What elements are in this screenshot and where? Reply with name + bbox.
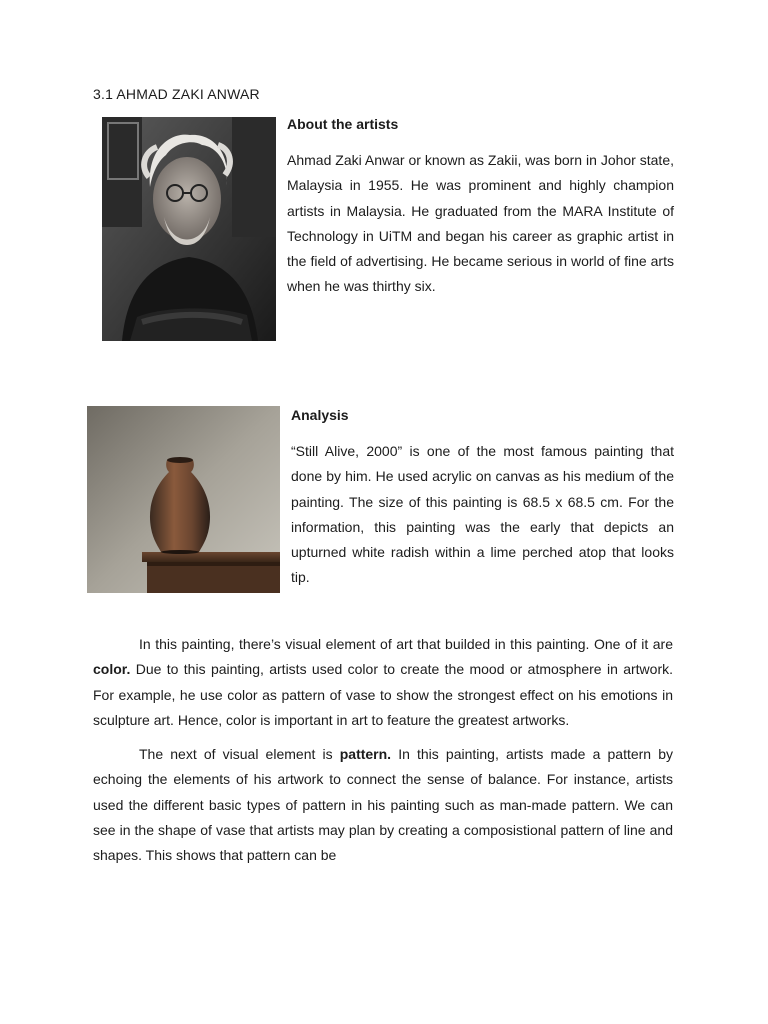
paragraph-color-after: Due to this painting, artists used color to create the mood or atmosphere in artwork. For example, he use color as pattern of vase to show the strongest effect on his emotions in sculpture art. Hence, color is important in art to feature the greatest artworks. bbox=[93, 661, 673, 728]
body-text bbox=[93, 632, 673, 878]
paragraph-color bbox=[93, 632, 673, 733]
paragraph-pattern bbox=[93, 742, 673, 868]
analysis-text: “Still Alive, 2000” is one of the most famous painting that done by him. He used acrylic on canvas as his medium of the painting. The size of this painting is 68.5 x 68.5 cm. For the information, this painting was the early that depicts an upturned white radish within a lime perched atop that looks tip. bbox=[291, 443, 674, 586]
analysis-section bbox=[291, 405, 674, 591]
paragraph-color-before: In this painting, there’s visual element of art that builded in this painting. One of it are bbox=[139, 636, 673, 652]
analysis-heading: Analysis bbox=[291, 407, 349, 423]
paragraph-pattern-after: In this painting, artists made a pattern by echoing the elements of his artwork to connect the sense of balance. For instance, artists used the different basic types of pattern in his painting such as man-made pattern. We can see in the shape of vase that artists may plan by creating a composistional pattern of line and shapes. This shows that pattern can be bbox=[93, 746, 673, 864]
paragraph-pattern-bold: pattern. bbox=[339, 746, 392, 763]
about-text: Ahmad Zaki Anwar or known as Zakii, was born in Johor state, Malaysia in 1955. He was prominent and highly champion artists in Malaysia. He graduated from the MARA Institute of Technology in UiTM and began his career as graphic artist in the field of advertising. He became serious in world of fine arts when he was thirthy six. bbox=[287, 152, 674, 295]
about-heading: About the artists bbox=[287, 116, 399, 132]
paragraph-color-bold: color. bbox=[93, 661, 131, 678]
artist-portrait-image bbox=[102, 117, 276, 341]
still-alive-painting-image bbox=[87, 406, 280, 593]
about-section bbox=[287, 114, 674, 300]
paragraph-pattern-before: The next of visual element is bbox=[139, 746, 340, 763]
section-title: 3.1 AHMAD ZAKI ANWAR bbox=[93, 86, 260, 102]
